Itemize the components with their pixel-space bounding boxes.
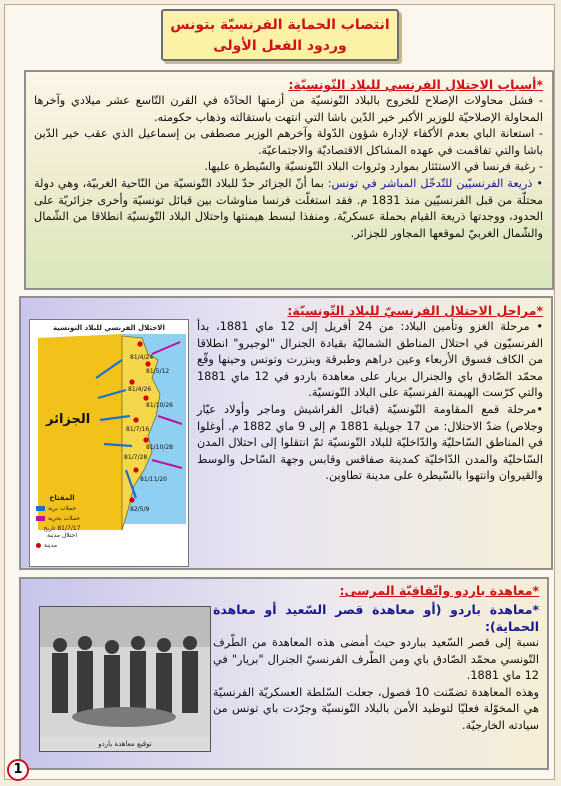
city-dot <box>133 467 138 472</box>
causes-paragraph-2: - استعانة الباي بعدم الأكفاء لإدارة شؤون الدّولة وآخرهم الوزير مصطفى بن إسماعيل الذي عقب خير الدّين باشا والتي تفاقمت في عهده المشاكل الاقتصاديّة والاجتماعيّة. <box>34 127 543 157</box>
causes-paragraph-1: - فشل محاولات الإصلاح للخروج بالبلاد التّونسيّة من أزمتها الحادّة في القرن التّاسع عشر ميلادي وآخرها المحاولة الإصلاحيّة للوزير الأكبر خير الدّين باشا التي انتهت باستقالته وذهاب حكومته. <box>34 94 543 124</box>
map-country-label: الجزائر <box>46 412 91 427</box>
title-line-1: انتصاب الحماية الفرنسيّة بتونس <box>170 17 390 33</box>
treaty-heading-wrap <box>29 582 539 599</box>
city-dot <box>137 341 142 346</box>
phases-heading: *مراحل الاحتلال الفرنسيّ للبلاد التّونسيّة: <box>287 303 543 318</box>
phases-section <box>19 296 553 570</box>
map-date-label: 81/4/24 <box>130 354 154 361</box>
causes-heading: *أسباب الاحتلال الفرنسي للبلاد التّونسيّة: <box>288 77 543 92</box>
treaty-heading: *معاهدة باردو واتّفاقيّة المرسى: <box>339 583 539 598</box>
phase1-body: من 24 أفريل إلى 12 ماي 1881، بدأ الفرنسيّون في احتلال المناطق الشماليّة بقيادة الجنرال "لوجيرو" انطلاقا من الكاف فسوق الأربعاء وعين دراهم وطبرقة وبنزرت وتونس وحينها وقّع محمّد الصّادق باي والجنرال بريار على معاهدة باردو في 12 ماي 1881 والتي كرّست الهيمنة الفرنسيّة على البلاد التّونسيّة. <box>197 320 543 400</box>
pretext-lead: • ذريعة الفرنسيّين للتّدخّل المباشر في تونس: <box>327 176 543 190</box>
title-banner <box>161 9 399 61</box>
phases-paragraph-1 <box>197 319 543 402</box>
occupation-map <box>29 319 189 567</box>
treaty-subheading: *معاهدة باردو (أو معاهدة قصر السّعيد أو معاهدة الحماية): <box>213 602 539 634</box>
photo-caption: توقيع معاهدة باردو <box>98 740 152 748</box>
legend-item: 81/7/17 تاريخ احتلال مدينة <box>43 525 81 539</box>
treaty-paragraph-1: نسبة إلى قصر السّعيد بباردو حيث أمضى هذه المعاهدة من الطّرف التّونسي محمّد الصّادق باي ومن الطّرف الفرنسيّ الجنرال "بريار" في 12 ماي 1881. <box>213 636 539 683</box>
city-dot <box>129 379 134 384</box>
treaty-section <box>19 577 549 770</box>
map-title: الاحتلال الفرنسي للبلاد التونسية <box>53 324 165 332</box>
city-dot <box>129 497 134 502</box>
city-dot <box>143 437 148 442</box>
city-dot <box>143 395 148 400</box>
map-date-label: 81/11/20 <box>140 476 167 483</box>
treaty-photo <box>39 606 211 752</box>
phase1-lead: • مرحلة الغزو وتأمين البلاد: <box>400 320 543 333</box>
pretext-body: بما أنّ الجزائر حدّ للبلاد التّونسيّة من النّاحية الغربيّة، وهي دولة محتلّة من قبل الفرنسيّين منذ 1831 م. فقد استغلّت فرنسا مناوشات بين قبائل تونسيّة وأخرى جزائريّة على الحدود، ووجدتها ذريعة القيام بحملة عسكريّة. ومنفذا لبسط هيمنتها واحتلال البلاد التّونسيّة انطلاقا من الشّمال والشّمال الغربيّ لموقعها المجاور للجزائر. <box>34 176 543 240</box>
legend-item: حملات برية <box>36 505 88 512</box>
causes-paragraph-3: - رغبة فرنسا في الاستئثار بموارد وثروات البلاد التّونسيّة والسّيطرة عليها. <box>204 160 543 174</box>
legend-item: مدينة <box>36 542 88 549</box>
map-date-label: 81/5/12 <box>146 368 170 375</box>
causes-section <box>24 70 554 290</box>
phase2-body: من 17 جويلية 1881 م إلى 9 ماي 1882 م. أوغلوا في المناطق السّاحليّة والدّاخليّة للبلاد التّونسيّة ثمّ انتقلوا إلى احتلال المدن السّاحليّة والمدن الدّاخليّة كمدينة صفاقس وقابس وجهة السّاحل والوسط والقيروان وانتهوا بالسّيطرة على مدينة تطاوين. <box>197 419 543 483</box>
legend-title: المفتاح <box>49 494 75 502</box>
treaty-text <box>213 601 539 735</box>
phase2-lead: •مرحلة قمع المقاومة التّونسيّة (قبائل الفراشيش وماجر وأولاد عيّار وجلاص) ضدّ الاحتلال: <box>197 402 544 433</box>
map-date-label: 81/4/26 <box>128 386 152 393</box>
phases-text <box>197 302 543 485</box>
treaty-paragraph-2: وهذه المعاهدة تضمّنت 10 فصول، جعلت السّلطة العسكريّة الفرنسيّة هي المخوّلة فعليّا لتوطيد الأمن بالبلاد التّونسيّة وجرّدت باي تونس من سيادته الخارجيّة. <box>213 685 539 732</box>
map-date-label: 81/7/28 <box>124 454 148 461</box>
city-dot <box>145 361 150 366</box>
map-date-label: 81/10/26 <box>146 402 173 409</box>
phases-paragraph-2 <box>197 402 543 485</box>
map-date-label: 82/5/9 <box>130 506 150 513</box>
causes-paragraph-4 <box>34 176 543 242</box>
legend-item: حملات بحرية <box>36 515 88 522</box>
map-date-label: 81/7/16 <box>126 426 150 433</box>
city-dot <box>133 417 138 422</box>
page-number: 1 <box>7 759 29 781</box>
title-line-2: وردود الفعل الأولى <box>213 38 347 54</box>
map-date-label: 81/10/28 <box>146 444 173 451</box>
map-legend <box>36 494 88 552</box>
treaty-illustration <box>40 607 210 737</box>
